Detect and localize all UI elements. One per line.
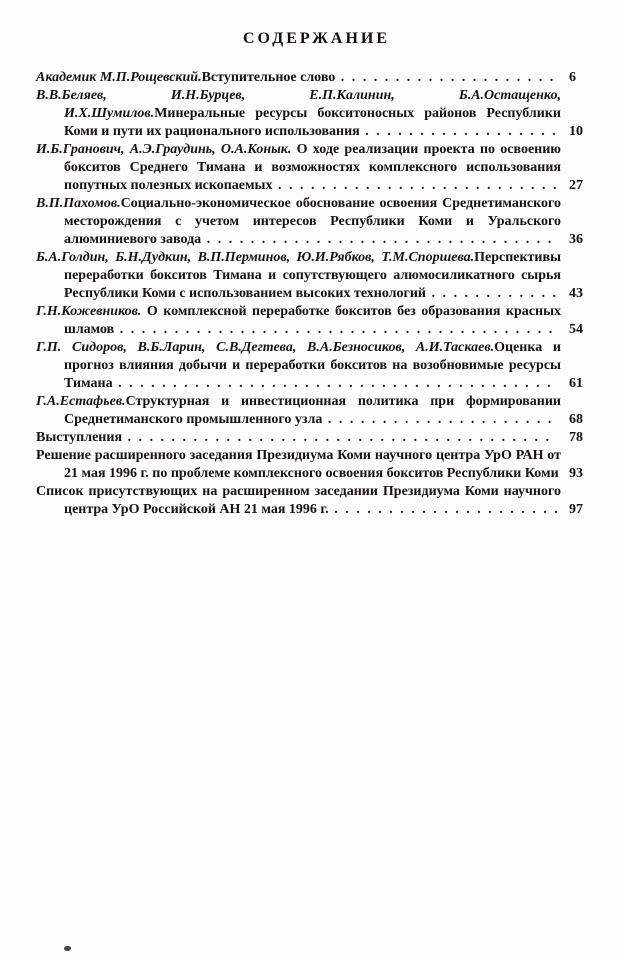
toc-entry-title: Перспективы переработки бокситов Тимана и сопутствующего алюмосиликатного сырья Республики Коми с использованием высоких технологий — [64, 250, 561, 301]
toc-entry: В.В.Беляев, И.Н.Бурцев, Е.П.Калинин, Б.А.Остащенко, И.Х.Шумилов.Минеральные ресурсы бокситоносных районов Республики Коми и пути их рационального использования . . . . . . . . . . . . . . . . . . 10 — [36, 88, 583, 139]
dot-leader: . . . . . . . . . . . . . . . . . . . . — [335, 70, 556, 85]
dot-leader: . . . . . . . . . . . . . . . . . . . . . . . . . . — [272, 178, 559, 193]
toc-entry-authors: В.П.Пахомов. — [36, 196, 121, 211]
dot-leader: . . . . . . . . . . . . . . . . . . . . . . . . . . . . . . . . — [201, 232, 554, 247]
toc-entry-authors: В.В.Беляев, И.Н.Бурцев, Е.П.Калинин, Б.А.Остащенко, И.Х.Шумилов. — [36, 88, 561, 121]
dot-leader: . . . . . . . . . . . . . . . . . . . . . — [328, 502, 560, 517]
page-title: СОДЕРЖАНИЕ — [242, 30, 391, 47]
toc-entry: Список присутствующих на расширенном заседании Президиума Коми научного центра УрО Российской АН 21 мая 1996 г. . . . . . . . . . . . . . . . . . . . . . 97 — [36, 484, 583, 517]
toc-entry: Г.П. Сидоров, В.Б.Ларин, С.В.Дегтева, В.А.Безносиков, А.И.Таскаев.Оценка и прогноз влияния добычи и переработки бокситов на возобновимые ресурсы Тимана . . . . . . . . . . . . . . . . . . . . . . . . . . . . . . . . . . . . . . . . 61 — [36, 340, 583, 391]
toc-entry-authors: Академик М.П.Рощевский. — [36, 70, 202, 85]
toc-entry: Г.Н.Кожевников. О комплексной переработке бокситов без образования красных шламов . . . . . . . . . . . . . . . . . . . . . . . . . . . . . . . . . . . . . . . . 54 — [36, 304, 583, 337]
toc-entry-title: Оценка и прогноз влияния добычи и переработки бокситов на возобновимые ресурсы Тимана — [64, 340, 561, 391]
toc-entry: Г.А.Естафьев.Структурная и инвестиционная политика при формировании Среднетиманского промышленного узла . . . . . . . . . . . . . . . . . . . . . 68 — [36, 394, 583, 427]
toc-entry-title: Вступительное слово — [201, 70, 336, 85]
toc-entry: В.П.Пахомов.Социально-экономическое обоснование освоения Среднетиманского месторождения с учетом интересов Республики Коми и Уральского алюминиевого завода . . . . . . . . . . . . . . . . . . . . . . . . . . . . . . . . 36 — [36, 196, 583, 247]
toc-entry: Выступления . . . . . . . . . . . . . . . . . . . . . . . . . . . . . . . . . . . . . . . 78 — [36, 430, 583, 445]
dot-leader: . . . . . . . . . . . . — [426, 286, 558, 301]
toc-entry-authors: Г.Н.Кожевников. — [36, 304, 142, 319]
toc-entry-authors: И.Б.Гранович, А.Э.Граудинь, О.А.Конык. — [36, 142, 292, 157]
toc-entry-authors: Г.П. Сидоров, В.Б.Ларин, С.В.Дегтева, В.А.Безносиков, А.И.Таскаев. — [36, 340, 495, 355]
toc-entry: Академик М.П.Рощевский.Вступительное слово . . . . . . . . . . . . . . . . . . . . 6 — [36, 70, 576, 85]
toc-entry-title: Выступления — [36, 430, 123, 445]
dot-leader: . . . . . . . . . . . . . . . . . . . . . . . . . . . . . . . . . . . . . . . . — [114, 322, 555, 337]
toc-entry-title: Социально-экономическое обоснование освоения Среднетиманского месторождения с учетом интересов Республики Коми и Уральского алюминиевого завода — [64, 196, 561, 247]
toc-entry-title: Список присутствующих на расширенном заседании Президиума Коми научного центра УрО Российской АН 21 мая 1996 г. — [36, 484, 561, 517]
dot-leader: . . . . . . . . . . . . . . . . . . . . . . . . . . . . . . . . . . . . . . . . — [112, 376, 553, 391]
toc-entry-authors: Г.А.Естафьев. — [36, 394, 126, 409]
table-of-contents — [36, 69, 597, 519]
toc-entry: Б.А.Голдин, Б.Н.Дудкин, В.П.Перминов, Ю.И.Рябков, Т.М.Споршева.Перспективы переработки бокситов Тимана и сопутствующего алюмосиликатного сырья Республики Коми с использованием высоких технологий . . . . . . . . . . . . 43 — [36, 250, 583, 301]
dot-leader: . . . . . . . . . . . . . . . . . . . . . — [322, 412, 554, 427]
toc-entry-title: Решение расширенного заседания Президиума Коми научного центра УрО РАН от 21 мая 1996 г. по проблеме комплексного освоения бокситов Республики Коми — [36, 448, 561, 481]
toc-entry-authors: Б.А.Голдин, Б.Н.Дудкин, В.П.Перминов, Ю.И.Рябков, Т.М.Споршева. — [36, 250, 475, 265]
toc-entry-title: Минеральные ресурсы бокситоносных районов Республики Коми и пути их рационального использования — [64, 106, 561, 139]
scan-artifact — [64, 946, 71, 951]
toc-entry-title: О комплексной переработке бокситов без образования красных шламов — [64, 304, 561, 337]
dot-leader: . . . . . . . . . . . . . . . . . . — [359, 124, 558, 139]
toc-entry: Решение расширенного заседания Президиума Коми научного центра УрО РАН от 21 мая 1996 г. по проблеме комплексного освоения бокситов Республики Коми 93 — [36, 448, 583, 481]
toc-entry-title: Структурная и инвестиционная политика при формировании Среднетиманского промышленного узла — [64, 394, 561, 427]
toc-entry-title: О ходе реализации проекта по освоению бокситов Среднего Тимана и возможностях комплексного использования попутных полезных ископаемых — [64, 142, 561, 193]
toc-entry: И.Б.Гранович, А.Э.Граудинь, О.А.Конык. О ходе реализации проекта по освоению бокситов Среднего Тимана и возможностях комплексного использования попутных полезных ископаемых . . . . . . . . . . . . . . . . . . . . . . . . . . 27 — [36, 142, 583, 193]
dot-leader: . . . . . . . . . . . . . . . . . . . . . . . . . . . . . . . . . . . . . . . — [122, 430, 552, 445]
